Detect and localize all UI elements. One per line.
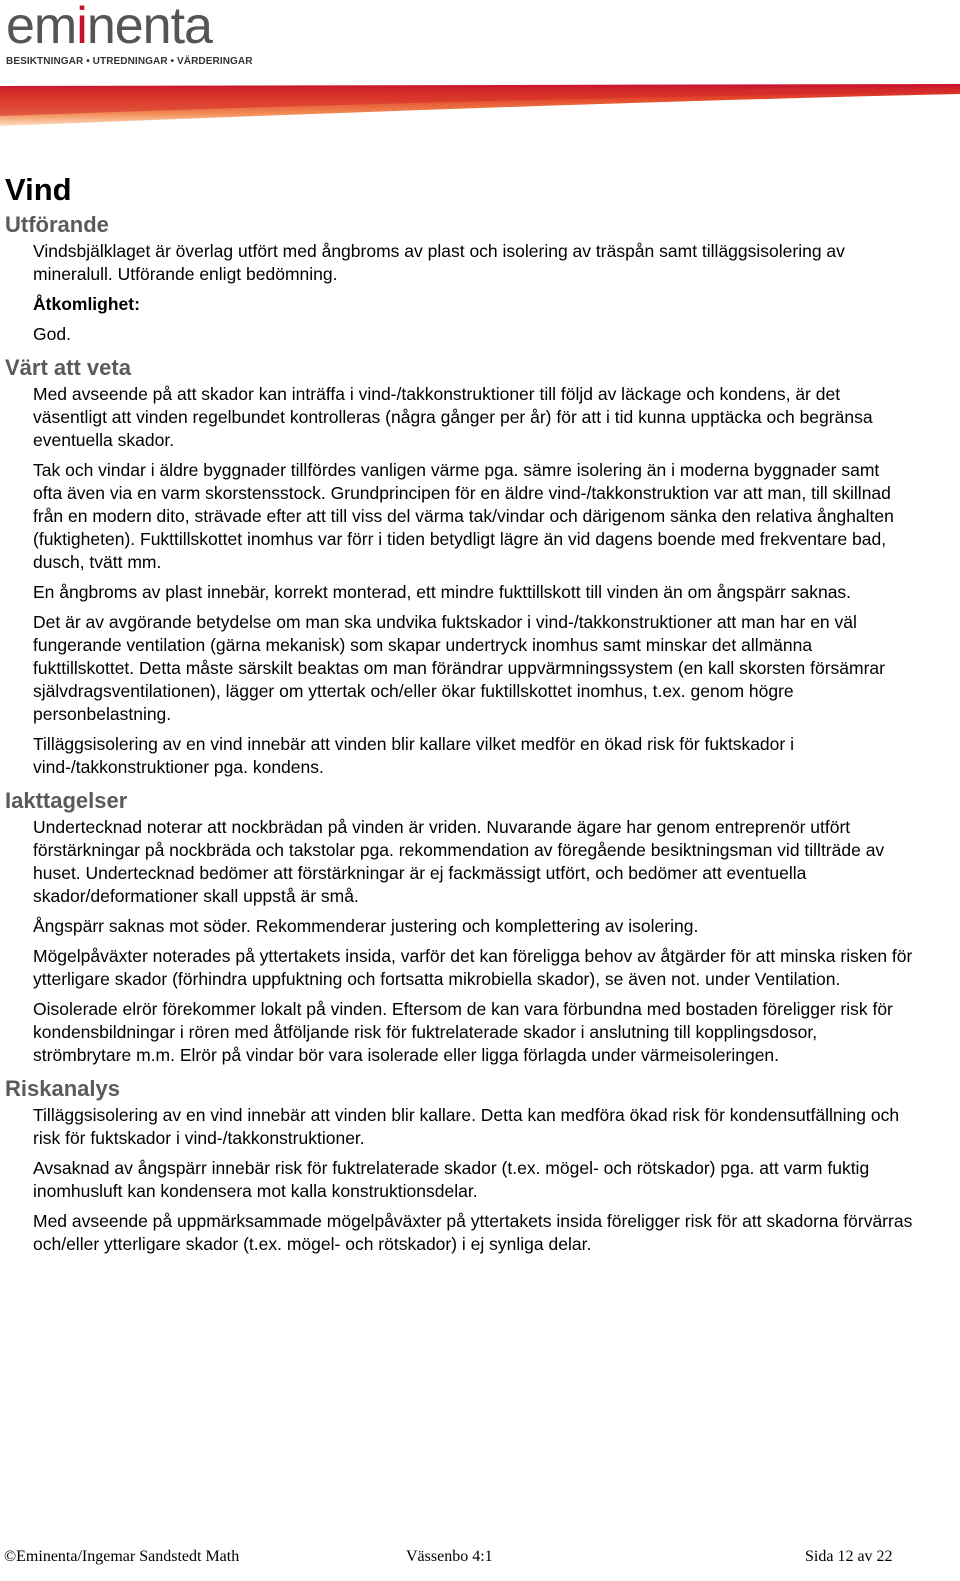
- paragraph: Avsaknad av ångspärr innebär risk för fuktrelaterade skador (t.ex. mögel- och rötskador) pga. att varm fuktig inomhusluft kan kondensera mot kalla konstruktionsdelar.: [33, 1158, 870, 1201]
- page-footer: [0, 1548, 960, 1568]
- section-heading-vart-att-veta: Värt att veta: [5, 355, 131, 380]
- header-decorative-band: [0, 80, 960, 128]
- section-heading-iakttagelser: Iakttagelser: [5, 788, 128, 813]
- section-heading-riskanalys: Riskanalys: [5, 1076, 120, 1101]
- paragraph: Oisolerade elrör förekommer lokalt på vinden. Eftersom de kan vara förbundna med bostaden föreligger risk för kondensbildningar i rören med åtföljande risk för fuktrelaterade skador i anslutning till kopplingsdosor, strömbrytare m.m. Elrör på vindar bör vara isolerade eller ligga förlagda under värmeisoleringen.: [33, 999, 893, 1065]
- paragraph: Vindsbjälklaget är överlag utfört med ångbroms av plast och isolering av träspån samt tilläggsisolering av mineralull. Utförande enligt bedömning.: [33, 241, 845, 284]
- paragraph: Ångspärr saknas mot söder. Rekommenderar justering och komplettering av isolering.: [33, 916, 699, 936]
- paragraph: Det är av avgörande betydelse om man ska undvika fuktskador i vind-/takkonstruktioner att man har en väl fungerande ventilation (gärna mekanisk) som skapar undertryck inomhus samt minskar det allmänna fukttillskottet. Detta måste särskilt beaktas om man förändrar uppvärmningssystem (en kall skorsten försämrar självdragsventilationen), lägger om yttertak och/eller ökar fuktillskottet inomhus, t.ex. genom högre personbelastning.: [33, 612, 885, 724]
- subheading-atkomlighet: Åtkomlighet:: [33, 294, 140, 314]
- paragraph: Undertecknad noterar att nockbrädan på vinden är vriden. Nuvarande ägare har genom entreprenör utfört förstärkningar på nockbräda och takstolar pga. rekommendation av föregående besiktningsman vid tillträde av huset. Undertecknad bedömer att förstärkningar är ej fackmässigt utfört, och bedömer att eventuella skador/deformationer skall uppstå är små.: [33, 817, 885, 906]
- eminenta-logo: [6, 0, 212, 55]
- page-title: Vind: [5, 172, 72, 207]
- logo-text-prefix: em: [6, 0, 77, 55]
- paragraph: Mögelpåväxter noterades på yttertakets insida, varför det kan föreligga behov av åtgärder för att minska risken för ytterligare skador (förhindra uppfuktning och fortsatta mikrobiella skador), se även not. under Ventilation.: [33, 946, 913, 989]
- page-header: [0, 0, 960, 130]
- section-iakttagelser: [33, 816, 913, 1067]
- document-body: [0, 170, 960, 1263]
- logo-tagline: BESIKTNINGAR • UTREDNINGAR • VÄRDERINGAR: [6, 56, 253, 67]
- paragraph: Med avseende på att skador kan inträffa i vind-/takkonstruktioner till följd av läckage och kondens, är det väsentligt att vinden regelbundet kontrolleras (några gånger per år) för att i tid kunna upptäcka och begränsa eventuella skador.: [33, 384, 873, 450]
- section-vart-att-veta: [33, 383, 913, 779]
- paragraph: Med avseende på uppmärksammade mögelpåväxter på yttertakets insida föreligger risk för att skadorna förvärras och/eller ytterligare skador (t.ex. mögel- och rötskador) i ej synliga delar.: [33, 1211, 913, 1254]
- paragraph: God.: [33, 324, 71, 344]
- paragraph: Tilläggsisolering av en vind innebär att vinden blir kallare. Detta kan medföra ökad risk för kondensutfällning och risk för fuktskador i vind-/takkonstruktioner.: [33, 1105, 900, 1148]
- logo-text-accent: i: [76, 0, 87, 55]
- footer-copyright: ©Eminenta/Ingemar Sandstedt Math: [4, 1548, 240, 1565]
- paragraph: Tilläggsisolering av en vind innebär att vinden blir kallare vilket medför en ökad risk för fuktskador i vind-/takkonstruktioner pga. kondens.: [33, 734, 794, 777]
- section-riskanalys: [33, 1104, 913, 1256]
- logo-text-suffix: nenta: [86, 0, 212, 55]
- paragraph: En ångbroms av plast innebär, korrekt monterad, ett mindre fukttillskott till vinden än om ångspärr saknas.: [33, 582, 852, 602]
- footer-page-number: Sida 12 av 22: [805, 1548, 893, 1565]
- paragraph: Tak och vindar i äldre byggnader tillfördes vanligen värme pga. sämre isolering än i moderna byggnader samt ofta även via en varm skorstensstock. Grundprincipen för en äldre vind-/takkonstruktion var att man, till skillnad från en modern dito, strävade efter att till viss del värma tak/vindar och därigenom sänka den relativa ånghalten (fuktigheten). Fukttillskottet inomhus var förr i tiden betydligt lägre än vid dagens boende med frekventare bad, dusch, tvätt mm.: [33, 460, 894, 572]
- section-heading-utforande: Utförande: [5, 212, 109, 237]
- footer-property: Vässenbo 4:1: [406, 1548, 493, 1565]
- section-utforande: [33, 240, 913, 346]
